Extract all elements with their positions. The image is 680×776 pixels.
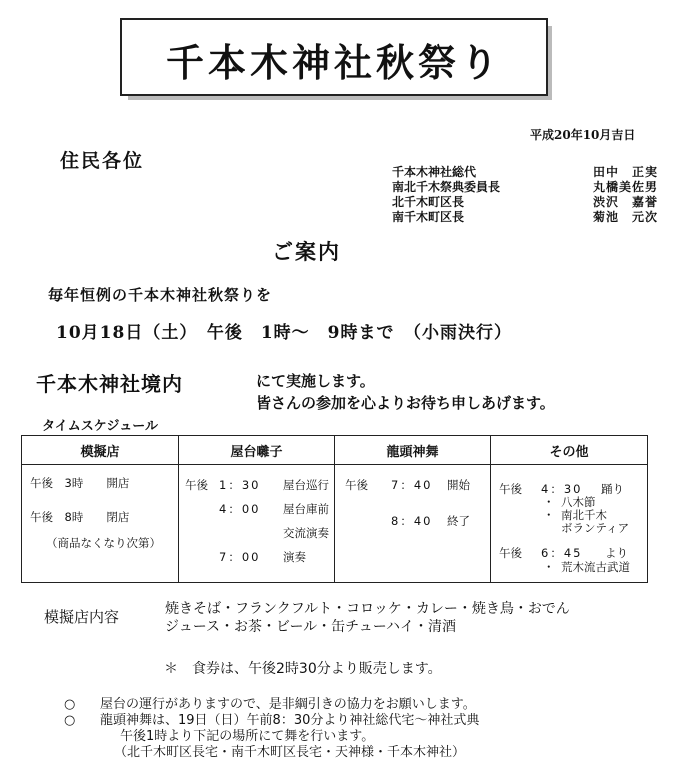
organizer-row: [392, 178, 672, 193]
schedule-entry: 午後 8時 閉店: [30, 510, 130, 524]
page-title: 千本木神社秋祭り: [165, 41, 502, 85]
schedule-entry: 八木節: [561, 495, 596, 509]
schedule-entry: 午後: [499, 546, 522, 560]
column-header-other: その他: [491, 436, 648, 465]
ticket-note: ＊ 食券は、午後2時30分より販売します。: [164, 661, 442, 677]
schedule-time: 7：40: [391, 478, 433, 492]
schedule-header-row: [22, 436, 648, 465]
intro-text: 毎年恒例の千本木神社秋祭りを: [48, 286, 273, 304]
schedule-entry: ボランティア: [561, 521, 630, 535]
schedule-entry: 演奏: [283, 550, 306, 564]
venue-description: [256, 370, 555, 414]
note-text: 龍頭神舞は、19日（日）午前8：30分より神社総代宅～神社式典: [100, 713, 480, 728]
organizer-row: [392, 208, 672, 223]
organizer-role: 北千木町区長: [392, 195, 465, 209]
schedule-time: 8：40: [391, 514, 433, 528]
note-text: 屋台の運行がありますので、是非綱引きの協力をお願いします。: [100, 697, 476, 712]
schedule-entry: 午後 3時 開店: [30, 476, 130, 490]
schedule-body-row: [22, 465, 648, 583]
schedule-cell-ryuto: [335, 465, 491, 583]
schedule-entry: 開始: [447, 478, 470, 492]
goods-label: 模擬店内容: [44, 608, 120, 626]
organizer-role: 千本木神社総代: [392, 165, 477, 179]
organizer-name: 田中 正実: [593, 165, 659, 179]
venue-text-line: にて実施します。: [256, 372, 375, 390]
banner-frame: [120, 18, 548, 96]
schedule-table: [21, 435, 648, 583]
schedule-entry: 南北千木: [561, 508, 607, 522]
notes-list: [64, 697, 664, 767]
schedule-cell-yatai: [179, 465, 335, 583]
schedule-entry: 午後: [345, 478, 368, 492]
bullet: ・: [543, 495, 555, 509]
organizer-name: 渋沢 嘉誉: [593, 195, 659, 209]
bullet: ・: [543, 508, 555, 522]
goods-list: [165, 600, 570, 636]
organizer-row: [392, 193, 672, 208]
schedule-entry: 屋台巡行: [283, 478, 329, 492]
column-header-mogi: 模擬店: [22, 436, 179, 465]
organizer-role: 南北千木祭典委員長: [392, 180, 501, 194]
goods-line: 焼きそば・フランクフルト・コロッケ・カレー・焼き鳥・おでん: [165, 601, 570, 617]
schedule-entry: 踊り: [601, 482, 624, 496]
venue-text-line: 皆さんの参加を心よりお待ち申しあげます。: [256, 394, 555, 412]
title-banner: [120, 18, 556, 104]
schedule-time: 1：30: [219, 478, 261, 492]
schedule-time: 4：30: [541, 482, 583, 496]
column-header-ryuto: 龍頭神舞: [335, 436, 491, 465]
note-text: （北千木町区長宅・南千木町区長宅・天神様・千本木神社）: [114, 745, 466, 760]
bullet: ・: [543, 560, 555, 574]
schedule-entry: 屋台庫前: [283, 502, 329, 516]
organizer-row: [392, 163, 672, 178]
schedule-cell-other: [491, 465, 648, 583]
notice-heading: ご案内: [272, 240, 341, 264]
schedule-entry: 荒木流古武道: [561, 560, 630, 574]
organizer-name: 丸橋美佐男: [593, 180, 659, 194]
schedule-time: 6：45: [541, 546, 583, 560]
event-datetime: 10月18日（土） 午後 1時～ 9時まで （小雨決行）: [56, 323, 512, 343]
schedule-entry: より: [605, 546, 628, 560]
organizer-name: 菊池 元次: [593, 210, 659, 224]
schedule-cell-mogi: [22, 465, 179, 583]
recipient: 住民各位: [60, 150, 145, 172]
schedule-time: 4：00: [219, 502, 261, 516]
schedule-entry: （商品なくなり次第）: [46, 536, 161, 550]
goods-line: ジュース・お茶・ビール・缶チューハイ・清酒: [165, 619, 457, 635]
schedule-entry: 終了: [447, 514, 470, 528]
note-text: 午後1時より下記の場所にて舞を行います。: [120, 729, 375, 744]
schedule-time: 7：00: [219, 550, 261, 564]
schedule-entry: 午後: [499, 482, 522, 496]
schedule-entry: 交流演奏: [283, 526, 329, 540]
note-bullet: ○: [64, 697, 76, 712]
organizer-list: [392, 163, 672, 223]
schedule-entry: 午後: [185, 478, 208, 492]
issue-date: 平成20年10月吉日: [530, 128, 636, 142]
note-bullet: ○: [64, 713, 76, 728]
organizer-role: 南千木町区長: [392, 210, 465, 224]
schedule-title: タイムスケジュール: [42, 419, 158, 434]
column-header-yatai: 屋台囃子: [179, 436, 335, 465]
venue-name: 千本木神社境内: [36, 372, 183, 396]
